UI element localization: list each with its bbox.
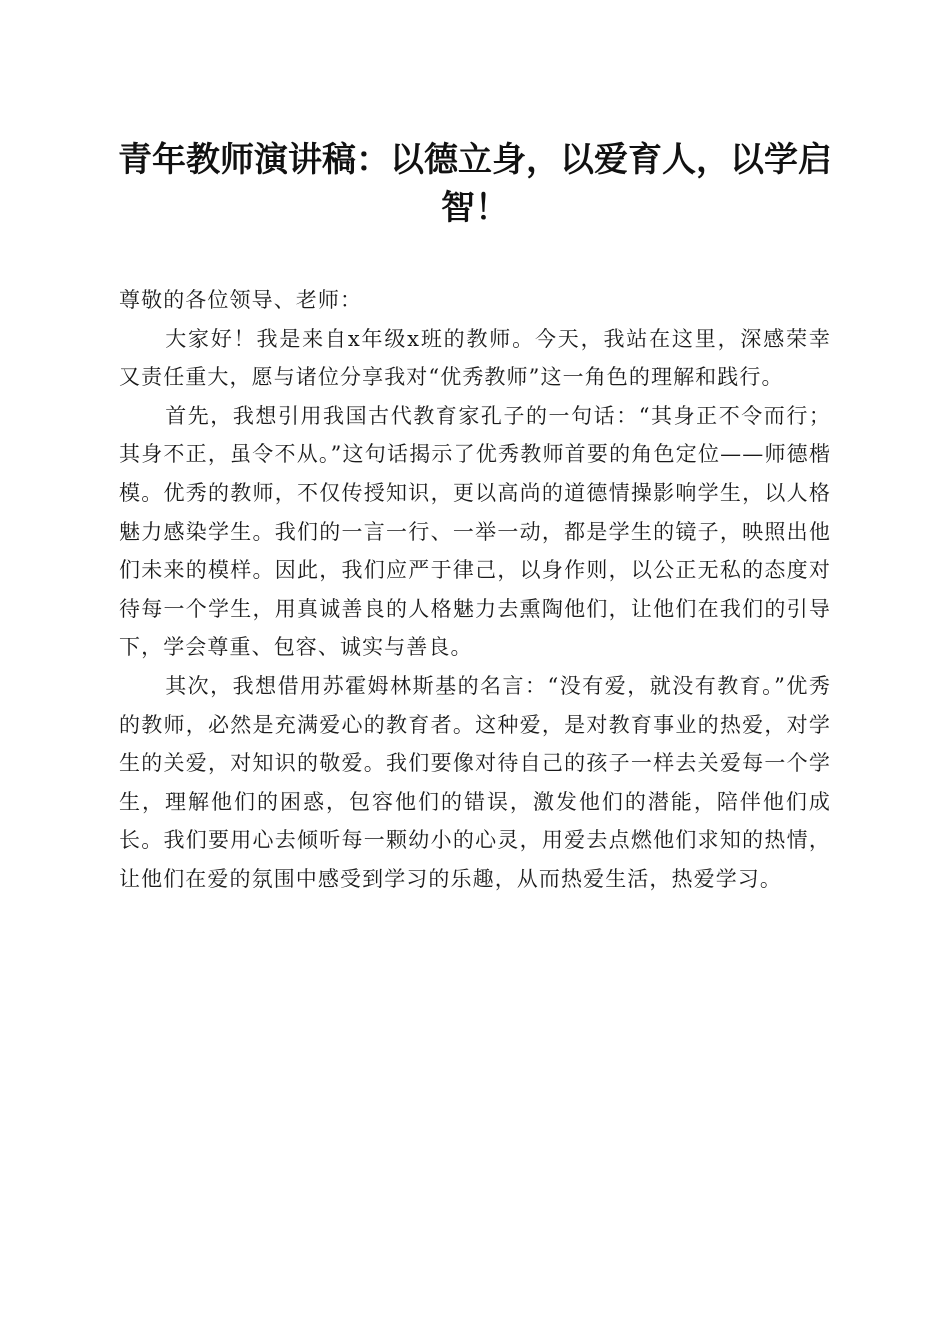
paragraph-love-education: 其次，我想借用苏霍姆林斯基的名言：“没有爱，就没有教育。”优秀的教师，必然是充满爱心的教育者。这种爱，是对教育事业的热爱，对学生的关爱，对知识的敬爱。我们要像对待自己的孩子一样去关爱每一个学生，理解他们的困惑，包容他们的错误，激发他们的潜能，陪伴他们成长。我们要用心去倾听每一颗幼小的心灵，用爱去点燃他们求知的热情，让他们在爱的氛围中感受到学习的乐趣，从而热爱生活，热爱学习。 — [119, 673, 831, 891]
paragraph-moral-model: 首先，我想引用我国古代教育家孔子的一句话：“其身正不令而行；其身不正，虽令不从。”这句话揭示了优秀教师首要的角色定位——师德楷模。优秀的教师，不仅传授知识，更以高尚的道德情操影响学生，以人格魅力感染学生。我们的一言一行、一举一动，都是学生的镜子，映照出他们未来的模样。因此，我们应严于律己，以身作则，以公正无私的态度对待每一个学生，用真诚善良的人格魅力去熏陶他们，让他们在我们的引导下，学会尊重、包容、诚实与善良。 — [119, 403, 831, 660]
paragraph-greeting: 大家好！我是来自x年级x班的教师。今天，我站在这里，深感荣幸又责任重大，愿与诸位分享我对“优秀教师”这一角色的理解和践行。 — [119, 326, 831, 390]
document-body — [119, 281, 831, 899]
salutation: 尊敬的各位领导、老师： — [119, 288, 363, 312]
page-title: 青年教师演讲稿：以德立身，以爱育人，以学启智！ — [118, 140, 832, 228]
